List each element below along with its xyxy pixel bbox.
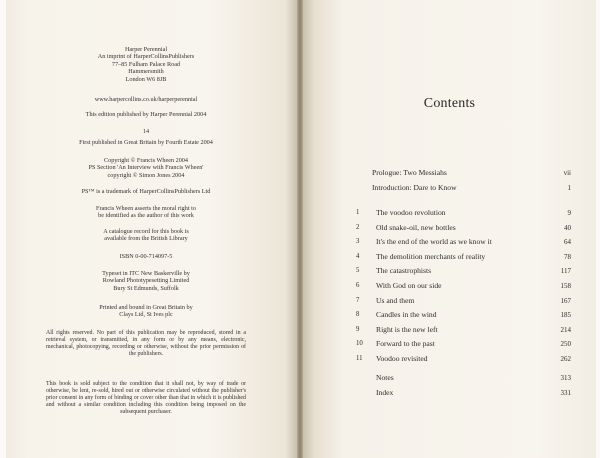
condition-text: This book is sold subject to the condition that it shall not, by way of trade or otherwise, be lent, re-sold, hired out or otherwise circulated without the publisher's prior consent in any form of binding or cover other than that in which it is published and without a similar condition including this condition being imposed on the subsequent purchaser. bbox=[46, 381, 246, 415]
chapter-number: 10 bbox=[356, 340, 363, 348]
chapter-number: 8 bbox=[356, 311, 360, 319]
imprint-line: London W6 8JB bbox=[125, 75, 167, 83]
chapter-number: 5 bbox=[356, 267, 360, 275]
toc-page: 1 bbox=[567, 183, 571, 192]
toc-page: 185 bbox=[560, 311, 571, 320]
typeset-line: Typeset in ITC New Baskerville by bbox=[102, 270, 190, 277]
toc-title: Index bbox=[376, 387, 394, 397]
chapter-number: 11 bbox=[356, 354, 363, 362]
chapter-number: 4 bbox=[356, 252, 360, 260]
toc-page: 40 bbox=[564, 223, 571, 232]
printed-line: Clays Ltd, St Ives plc bbox=[119, 311, 173, 319]
chapter-number: 6 bbox=[356, 281, 360, 289]
copyright-page bbox=[6, 0, 297, 458]
toc-title: Notes bbox=[376, 373, 394, 382]
toc-page: vii bbox=[563, 169, 571, 177]
toc-row bbox=[356, 294, 571, 309]
toc-row bbox=[356, 181, 571, 196]
toc-title: Candles in the wind bbox=[376, 310, 437, 320]
toc-title: It's the end of the world as we know it bbox=[376, 237, 492, 247]
toc-row bbox=[356, 250, 571, 265]
edition-line bbox=[46, 111, 246, 118]
catalogue-line: available from the British Library bbox=[104, 235, 188, 243]
toc-title: The voodoo revolution bbox=[376, 208, 446, 217]
toc-page: 313 bbox=[560, 374, 571, 382]
toc-row bbox=[356, 235, 571, 250]
toc-row bbox=[356, 206, 571, 221]
toc-page: 250 bbox=[560, 340, 571, 349]
typeset-line: Rowland Phototypesetting Limited bbox=[102, 277, 190, 285]
copyright-line: PS Section 'An Interview with Francis Wheen' bbox=[88, 164, 204, 172]
chapter-number: 1 bbox=[356, 209, 360, 216]
toc-page: 78 bbox=[564, 252, 571, 261]
chapter-number: 9 bbox=[356, 325, 360, 333]
copyright-line: copyright © Simon Jones 2004 bbox=[107, 171, 185, 179]
first-published-text: First published in Great Britain by Fourth Estate 2004 bbox=[79, 139, 213, 146]
toc-title: Old snake-oil, new bottles bbox=[376, 222, 456, 232]
first-published bbox=[46, 139, 246, 146]
isbn-line bbox=[46, 253, 246, 260]
toc-row bbox=[356, 279, 571, 294]
toc-title: Introduction: Dare to Know bbox=[372, 182, 457, 192]
toc-row bbox=[356, 371, 571, 386]
website: www.harpercollins.co.uk/harperperennial bbox=[94, 96, 198, 103]
chapter-number: 2 bbox=[356, 223, 360, 231]
toc-title: Us and them bbox=[376, 295, 415, 305]
typeset-line: Bury St Edmunds, Suffolk bbox=[113, 284, 179, 292]
toc-row bbox=[356, 386, 571, 401]
website-line bbox=[46, 96, 246, 103]
imprint-line: 77–85 Fulham Palace Road bbox=[111, 60, 181, 68]
catalogue-line: A catalogue record for this book is bbox=[103, 228, 189, 235]
toc-page: 64 bbox=[564, 238, 571, 247]
imprint-line: An imprint of HarperCollinsPublishers bbox=[97, 53, 195, 61]
contents-page bbox=[303, 0, 596, 458]
toc-title: Forward to the past bbox=[376, 339, 435, 349]
typeset-block bbox=[46, 270, 246, 292]
toc-row bbox=[356, 308, 571, 323]
moral-right-line: Francis Wheen asserts the moral right to bbox=[96, 205, 196, 212]
front-matter-list bbox=[356, 166, 571, 195]
trademark-line bbox=[46, 188, 246, 195]
toc-row bbox=[356, 323, 571, 338]
toc-row bbox=[356, 221, 571, 236]
moral-right-block bbox=[46, 205, 246, 220]
imprint-line: Hammersmith bbox=[128, 68, 164, 76]
back-matter-list bbox=[356, 371, 571, 400]
toc-title: Right is the new left bbox=[376, 324, 438, 334]
toc-page: 331 bbox=[560, 388, 571, 397]
toc-page: 9 bbox=[567, 209, 571, 217]
edition: This edition published by Harper Perennial 2004 bbox=[85, 111, 207, 118]
condition-paragraph bbox=[46, 381, 246, 416]
toc-page: 214 bbox=[560, 325, 571, 334]
toc-title: The demolition merchants of reality bbox=[376, 251, 486, 261]
trademark: PS™ is a trademark of HarperCollinsPublishers Ltd bbox=[81, 188, 211, 195]
moral-right-line: be identified as the author of this work bbox=[98, 212, 194, 220]
toc-title: With God on our side bbox=[376, 280, 442, 290]
toc-row bbox=[356, 264, 571, 279]
isbn: ISBN 0-00-714097-5 bbox=[119, 253, 173, 260]
printed-block bbox=[46, 304, 246, 319]
toc-title: The catastrophists bbox=[376, 266, 432, 276]
toc-title: Voodoo revisited bbox=[376, 353, 428, 363]
imprint-line: Harper Perennial bbox=[124, 46, 168, 53]
toc-row bbox=[356, 166, 571, 181]
toc-page: 158 bbox=[560, 281, 571, 290]
rights-text: All rights reserved. No part of this publication may be reproduced, stored in a retrieval system, or transmitted, in any form or by any means, electronic, mechanical, photocopying, recording or otherwise, without the prior permission of the publishers. bbox=[46, 330, 246, 357]
toc-page: 167 bbox=[560, 296, 571, 305]
toc-title: Prologue: Two Messiahs bbox=[372, 168, 447, 177]
copyright-line: Copyright © Francis Wheen 2004 bbox=[104, 157, 188, 164]
rights-paragraph bbox=[46, 330, 246, 358]
toc-row bbox=[356, 352, 571, 367]
print-number bbox=[46, 128, 246, 135]
toc-page: 117 bbox=[560, 267, 571, 276]
chapter-list bbox=[356, 206, 571, 367]
copyright-block bbox=[46, 157, 246, 179]
chapter-number: 3 bbox=[356, 238, 360, 246]
imprint-block bbox=[46, 46, 246, 83]
print-number-text: 14 bbox=[142, 128, 150, 135]
toc-page: 262 bbox=[560, 354, 571, 363]
chapter-number: 7 bbox=[356, 296, 360, 304]
contents-title: Contents bbox=[423, 96, 476, 111]
printed-line: Printed and bound in Great Britain by bbox=[99, 304, 193, 311]
catalogue-block bbox=[46, 228, 246, 243]
toc-row bbox=[356, 337, 571, 352]
